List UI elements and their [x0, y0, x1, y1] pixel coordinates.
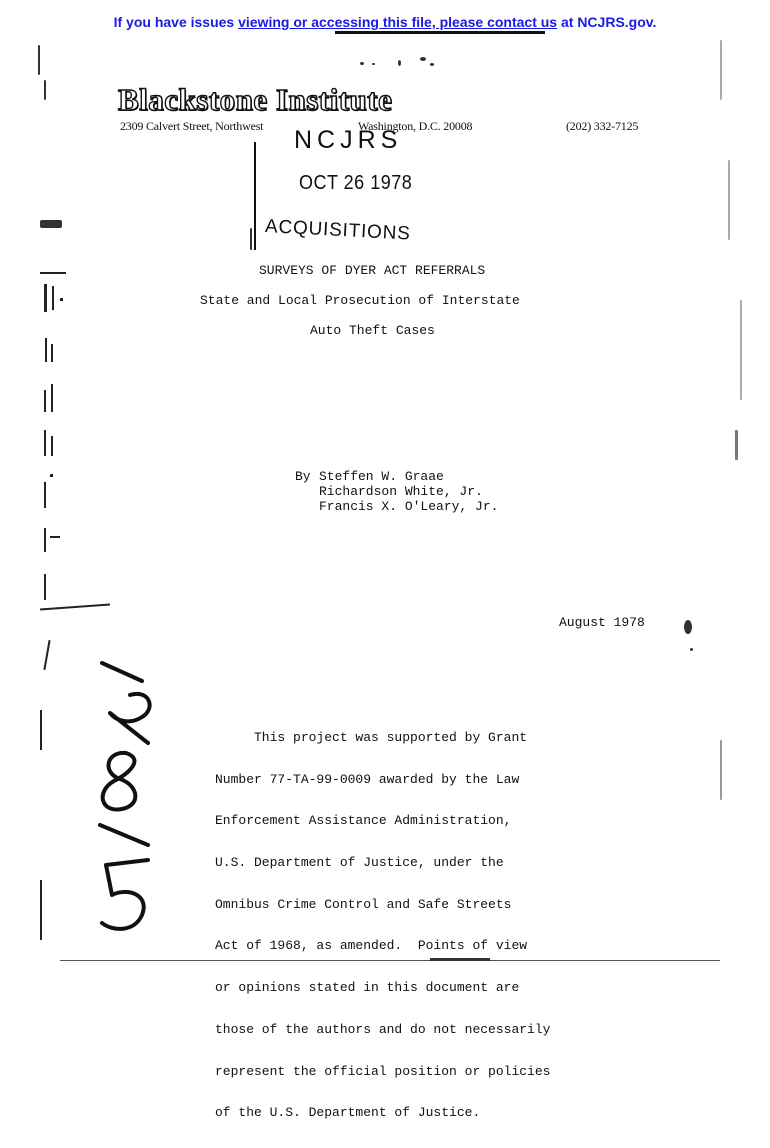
disclaimer-line: Enforcement Assistance Administration,: [215, 813, 512, 829]
disclaimer-line: This project was supported by Grant: [215, 729, 528, 745]
disclaimer-line: of the U.S. Department of Justice.: [215, 1105, 481, 1121]
disclaimer-line: represent the official position or policies: [215, 1063, 551, 1079]
grant-disclaimer: [215, 703, 595, 1148]
letterhead-city: Washington, D.C. 20008: [358, 119, 473, 133]
letterhead-street: 2309 Calvert Street, Northwest: [120, 119, 264, 133]
notice-suffix: at NCJRS.gov.: [557, 14, 657, 30]
stamp-date: OCT 26 1978: [299, 170, 413, 194]
handwritten-number-graphic: [72, 655, 182, 945]
title-line-1: SURVEYS OF DYER ACT REFERRALS: [259, 263, 486, 278]
letterhead-logo: Blackstone Institute: [118, 82, 393, 117]
notice-contact-link[interactable]: viewing or accessing this file, please contact us: [238, 14, 558, 30]
report-date: August 1978: [559, 615, 645, 630]
author-3: Francis X. O'Leary, Jr.: [319, 499, 499, 514]
title-line-2: State and Local Prosecution of Interstate: [200, 293, 520, 308]
disclaimer-line: Number 77-TA-99-0009 awarded by the Law: [215, 771, 520, 787]
authors-by-label: By: [295, 469, 311, 484]
title-line-3: Auto Theft Cases: [310, 323, 435, 338]
notice-redaction-bar: [335, 31, 545, 34]
handwritten-accession-number: [72, 655, 182, 950]
stamp-ncjrs: NCJRS: [294, 126, 403, 154]
author-1: Steffen W. Graae: [319, 469, 444, 484]
disclaimer-line: or opinions stated in this document are: [215, 980, 520, 996]
notice-prefix: If you have issues: [113, 14, 239, 30]
letterhead-phone: (202) 332-7125: [566, 119, 639, 133]
stamp-acquisitions: ACQUISITIONS: [264, 216, 412, 245]
disclaimer-line: those of the authors and do not necessarily: [215, 1021, 551, 1037]
author-2: Richardson White, Jr.: [319, 484, 483, 499]
disclaimer-line: Omnibus Crime Control and Safe Streets: [215, 896, 512, 912]
disclaimer-line: Act of 1968, as amended. Points of view: [215, 938, 528, 954]
ncjrs-access-notice: [0, 14, 770, 30]
disclaimer-line: U.S. Department of Justice, under the: [215, 854, 504, 870]
stamp-border: [254, 142, 256, 250]
